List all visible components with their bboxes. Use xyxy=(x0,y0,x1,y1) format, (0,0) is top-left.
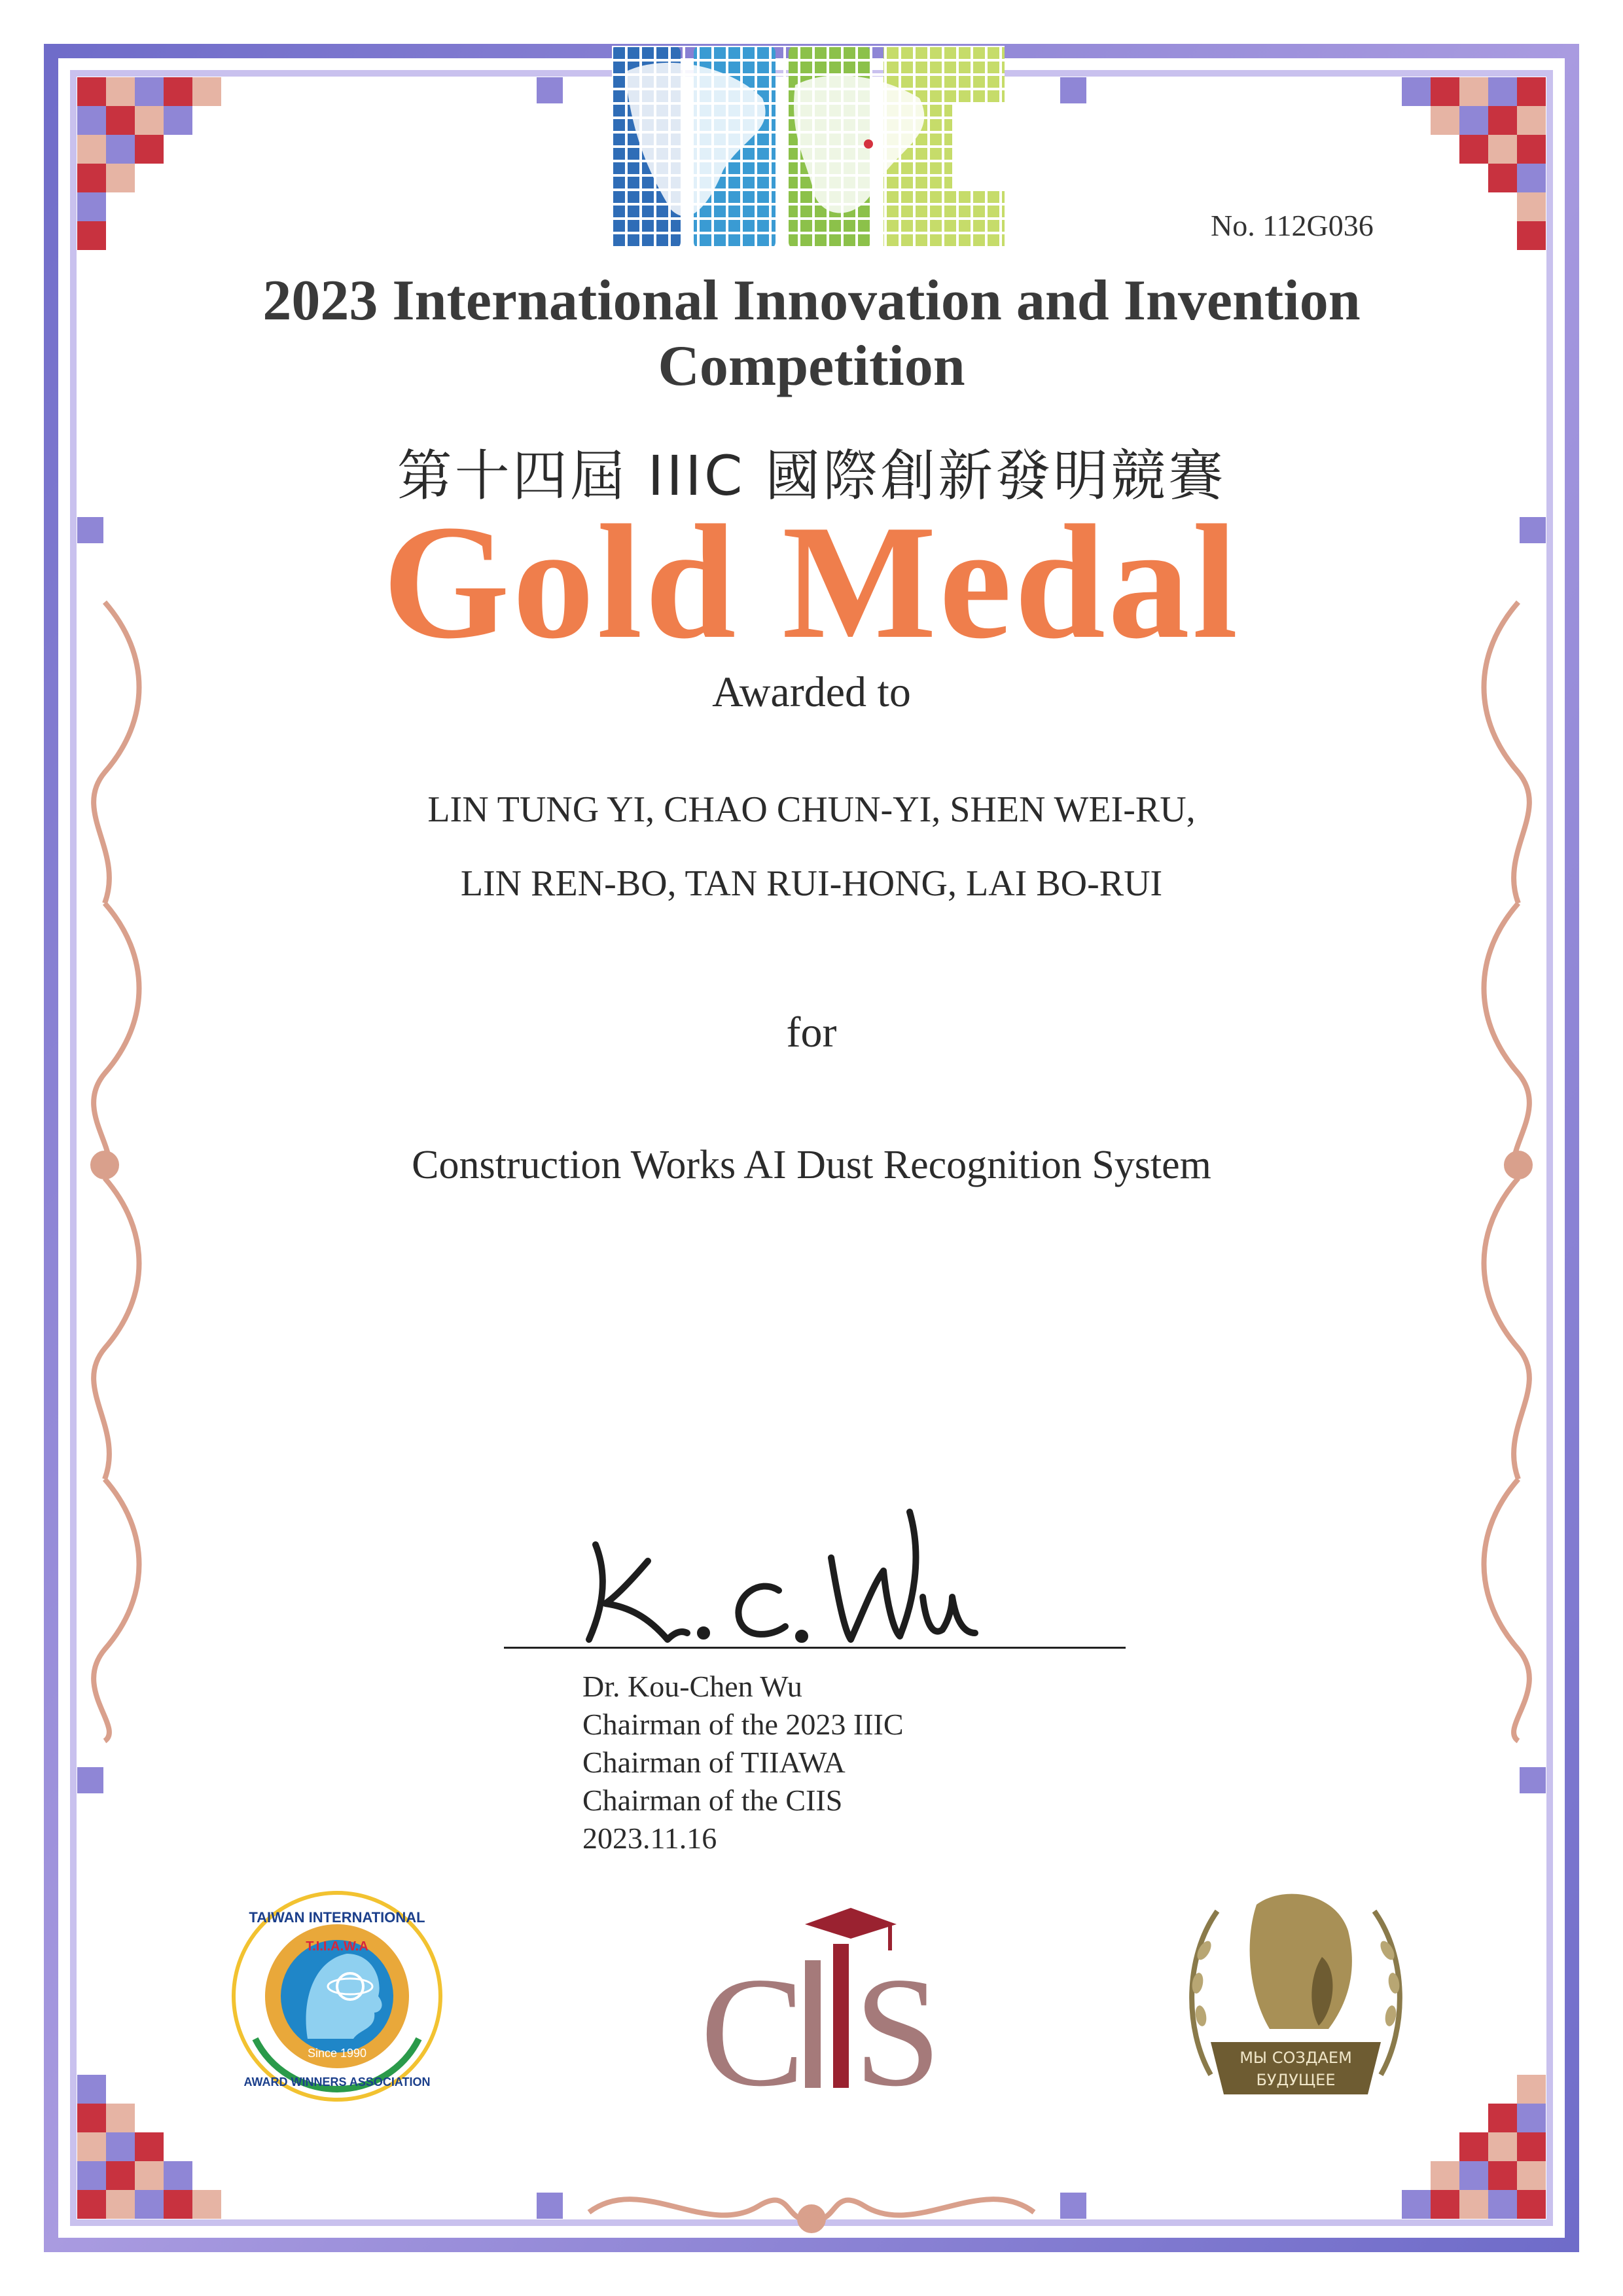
competition-title-line-1: 2023 International Innovation and Invention xyxy=(262,269,1361,332)
award-title: Gold Medal xyxy=(382,492,1241,673)
signature-date: 2023.11.16 xyxy=(582,1821,717,1855)
svg-text:БУДУЩЕЕ: БУДУЩЕЕ xyxy=(1256,2071,1336,2089)
signer-role-2: Chairman of TIIAWA xyxy=(582,1746,846,1779)
svg-text:МЫ СОЗДАЕМ: МЫ СОЗДАЕМ xyxy=(1240,2049,1352,2067)
for-label: for xyxy=(786,1009,837,1056)
svg-text:TAIWAN INTERNATIONAL: TAIWAN INTERNATIONAL xyxy=(249,1909,425,1926)
project-title: Construction Works AI Dust Recognition System xyxy=(412,1143,1211,1187)
competition-title-line-2: Competition xyxy=(658,334,965,398)
tiiawa-logo xyxy=(229,1888,445,2104)
svg-text:C: C xyxy=(700,1945,806,2094)
handwritten-signature xyxy=(569,1499,988,1656)
competition-title-chinese: 第十四屆 IIIC 國際創新發明競賽 xyxy=(397,444,1226,508)
svg-text:Since 1990: Since 1990 xyxy=(307,2047,367,2060)
recipients-line-1: LIN TUNG YI, CHAO CHUN-YI, SHEN WEI-RU, xyxy=(427,789,1196,830)
signer-role-1: Chairman of the 2023 IIIC xyxy=(582,1708,904,1741)
ciis-logo xyxy=(694,1898,942,2094)
svg-text:AWARD WINNERS ASSOCIATION: AWARD WINNERS ASSOCIATION xyxy=(243,2075,431,2089)
svg-text:T.I.I.A.W.A: T.I.I.A.W.A xyxy=(306,1939,368,1954)
signature-line xyxy=(504,1647,1126,1649)
signer-name: Dr. Kou-Chen Wu xyxy=(582,1670,802,1703)
iiic-logo xyxy=(612,46,1005,249)
russian-emblem xyxy=(1171,1878,1420,2114)
awarded-to-label: Awarded to xyxy=(712,668,911,716)
signer-role-3: Chairman of the CIIS xyxy=(582,1784,843,1817)
recipients-line-2: LIN REN-BO, TAN RUI-HONG, LAI BO-RUI xyxy=(460,863,1163,904)
certificate-number: No. 112G036 xyxy=(1211,209,1374,242)
svg-text:S: S xyxy=(854,1945,942,2094)
